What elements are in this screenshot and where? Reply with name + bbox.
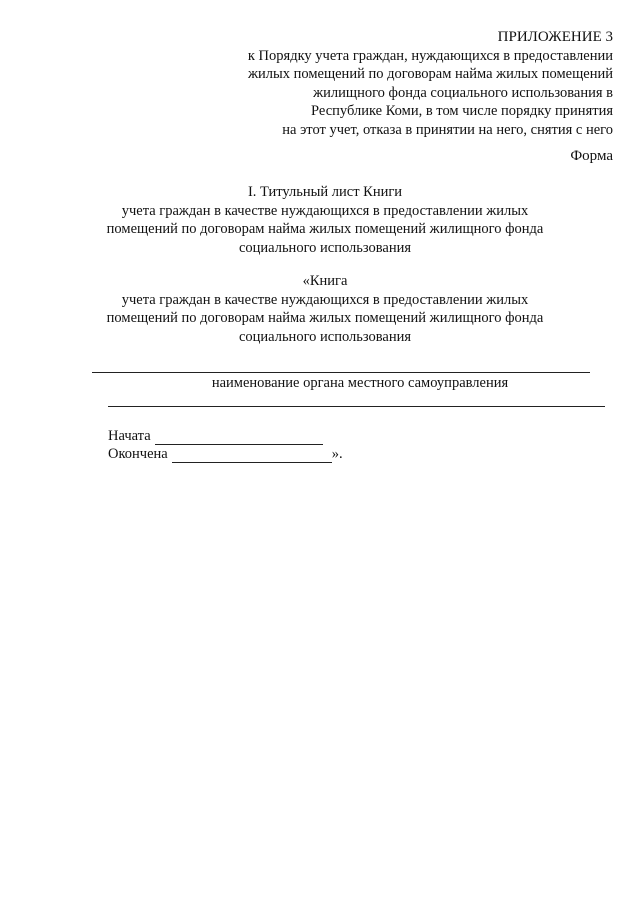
end-date-label: Окончена: [108, 446, 168, 462]
start-date-field[interactable]: [155, 430, 323, 445]
end-date-suffix: ».: [331, 446, 343, 462]
appendix-line: жилищного фонда социального использования в: [313, 84, 613, 101]
organ-name-line-second[interactable]: [108, 406, 605, 407]
organ-name-line[interactable]: [92, 372, 590, 373]
appendix-header: [193, 28, 613, 139]
section-line: помещений по договорам найма жилых помещений жилищного фонда: [106, 221, 544, 237]
book-line: социального использования: [238, 328, 412, 345]
book-title-block: [100, 272, 550, 346]
appendix-line: Республике Коми, в том числе порядку принятия: [311, 103, 613, 119]
section-line: социального использования: [238, 239, 412, 256]
book-title: «Книга: [302, 273, 348, 289]
form-label: Форма: [570, 148, 613, 164]
appendix-title: ПРИЛОЖЕНИЕ 3: [497, 29, 613, 45]
book-line: помещений по договорам найма жилых помещений жилищного фонда: [106, 310, 544, 326]
end-date-field[interactable]: [172, 448, 332, 463]
end-date-row: [108, 445, 343, 463]
start-date-label: Начата: [108, 428, 151, 444]
section-line: учета граждан в качестве нуждающихся в предоставлении жилых: [121, 202, 529, 219]
start-date-row: [108, 427, 323, 445]
section-title: I. Титульный лист Книги: [247, 184, 403, 200]
appendix-line: к Порядку учета граждан, нуждающихся в предоставлении: [247, 47, 613, 64]
appendix-line: жилых помещений по договорам найма жилых помещений: [247, 66, 613, 82]
section-title-block: [100, 183, 550, 257]
appendix-line: на этот учет, отказа в принятии на него, снятия с него: [282, 121, 613, 138]
organ-name-caption: наименование органа местного самоуправления: [211, 375, 509, 391]
book-line: учета граждан в качестве нуждающихся в предоставлении жилых: [121, 291, 529, 308]
